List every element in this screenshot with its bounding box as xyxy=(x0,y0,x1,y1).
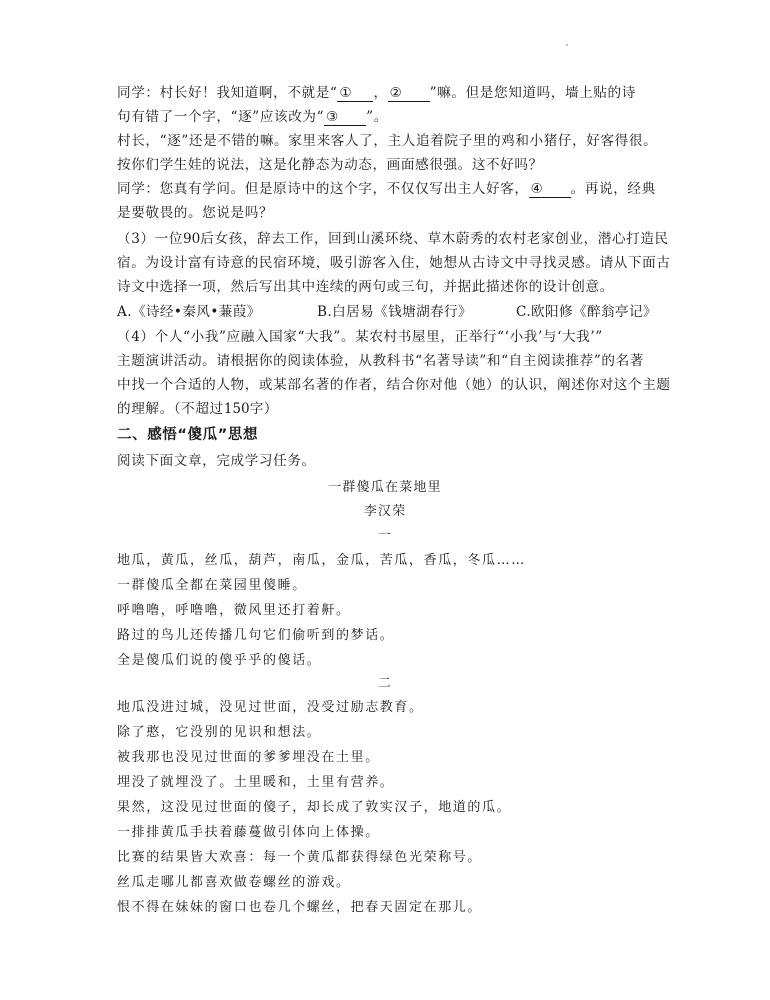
poem-part-1-marker: 一 xyxy=(377,528,393,543)
poem-line: 除了憨，它没别的见识和想法。 xyxy=(117,725,322,740)
poem-line: 果然，这没见过世面的傻子，却长成了敦实汉子，地道的瓜。 xyxy=(117,800,512,815)
poem-line: 地瓜，黄瓜，丝瓜，葫芦，南瓜，金瓜，苦瓜，香瓜，冬瓜…… xyxy=(117,553,526,568)
poem-line: 比赛的结果皆大欢喜：每一个黄瓜都获得绿色光荣称号。 xyxy=(117,850,483,865)
poem-line: 被我那也没见过世面的爹爹埋没在土里。 xyxy=(117,750,380,765)
dialogue-line-3: 村长，“逐”还是不错的嘛。家里来客人了，主人追着院子里的鸡和小猪仔，好客得很。 xyxy=(117,133,658,149)
poem-line: 丝瓜走哪儿都喜欢做卷螺丝的游戏。 xyxy=(117,875,351,890)
question-3-line-1: （3）一位90后女孩，辞去工作，回到山溪环绕、草木蔚秀的农村老家创业，潜心打造民 xyxy=(117,231,669,247)
dialogue-line-2: 句有错了一个字，“逐”应该改为“ ③ ”。 xyxy=(117,109,388,125)
question-4-line-1: （4）个人“小我”应融入国家“大我”。某农村书屋里，正举行“‘小我’与‘大我’” xyxy=(117,329,603,345)
poem-line: 一群傻瓜全都在菜园里傻睡。 xyxy=(117,578,307,593)
option-c[interactable]: C.欧阳修《醉翁亭记》 xyxy=(516,304,657,320)
poem-line: 埋没了就埋没了。土里暖和，土里有营养。 xyxy=(117,775,395,790)
question-3-line-2: 宿。为设计富有诗意的民宿环境，吸引游客入住，她想从古诗文中寻找灵感。请从下面古 xyxy=(117,255,671,271)
option-a[interactable]: A.《诗经•秦风•蒹葭》 xyxy=(117,304,261,320)
page-dot-mark xyxy=(566,44,568,46)
section-instruction: 阅读下面文章，完成学习任务。 xyxy=(117,453,316,469)
poem-author: 李汉荣 xyxy=(363,504,407,519)
poem-line: 地瓜没进过城，没见过世面，没受过励志教育。 xyxy=(117,700,424,715)
question-3-line-3: 诗文中选择一项，然后写出其中连续的两句或三句，并据此描述你的设计创意。 xyxy=(117,279,614,295)
poem-line: 全是傻瓜们说的傻乎乎的傻话。 xyxy=(117,653,322,668)
dialogue-line-5: 同学：您真有学问。但是原诗中的这个字，不仅仅写出主人好客， ④ 。再说，经典 xyxy=(117,181,656,197)
section-heading: 二、感悟“傻瓜”思想 xyxy=(117,427,259,443)
dialogue-line-4: 按你们学生娃的说法，这是化静态为动态，画面感很强。这不好吗？ xyxy=(117,157,543,173)
fill-blank-2[interactable]: ② xyxy=(388,86,430,102)
question-4-line-4: 的理解。（不超过150字） xyxy=(117,401,279,417)
option-b[interactable]: B.白居易《钱塘湖春行》 xyxy=(317,304,473,320)
fill-blank-1[interactable]: ① xyxy=(337,86,373,102)
poem-line: 一排排黄瓜手扶着藤蔓做引体向上体操。 xyxy=(117,825,380,840)
dialogue-line-6: 是要敬畏的。您说是吗？ xyxy=(117,205,274,221)
question-4-line-2: 主题演讲活动。请根据你的阅读体验，从教科书“名著导读”和“自主阅读推荐”的名著 xyxy=(117,353,644,369)
poem-line: 恨不得在妹妹的窗口也卷几个螺丝，把春天固定在那儿。 xyxy=(117,900,483,915)
dialogue-line-1: 同学：村长好！我知道啊，不就是“ ① ， ② ”嘛。但是您知道吗，墙上贴的诗 xyxy=(117,85,636,101)
question-4-line-3: 中找一个合适的人物，或某部名著的作者，结合你对他（她）的认识，阐述你对这个主题 xyxy=(117,377,671,393)
poem-part-2-marker: 二 xyxy=(377,676,393,691)
poem-title: 一群傻瓜在菜地里 xyxy=(328,480,442,495)
poem-line: 路过的鸟儿还传播几句它们偷听到的梦话。 xyxy=(117,628,395,643)
fill-blank-4[interactable]: ④ xyxy=(529,182,571,198)
poem-line: 呼噜噜，呼噜噜，微风里还打着鼾。 xyxy=(117,603,351,618)
fill-blank-3[interactable]: ③ xyxy=(324,110,366,126)
